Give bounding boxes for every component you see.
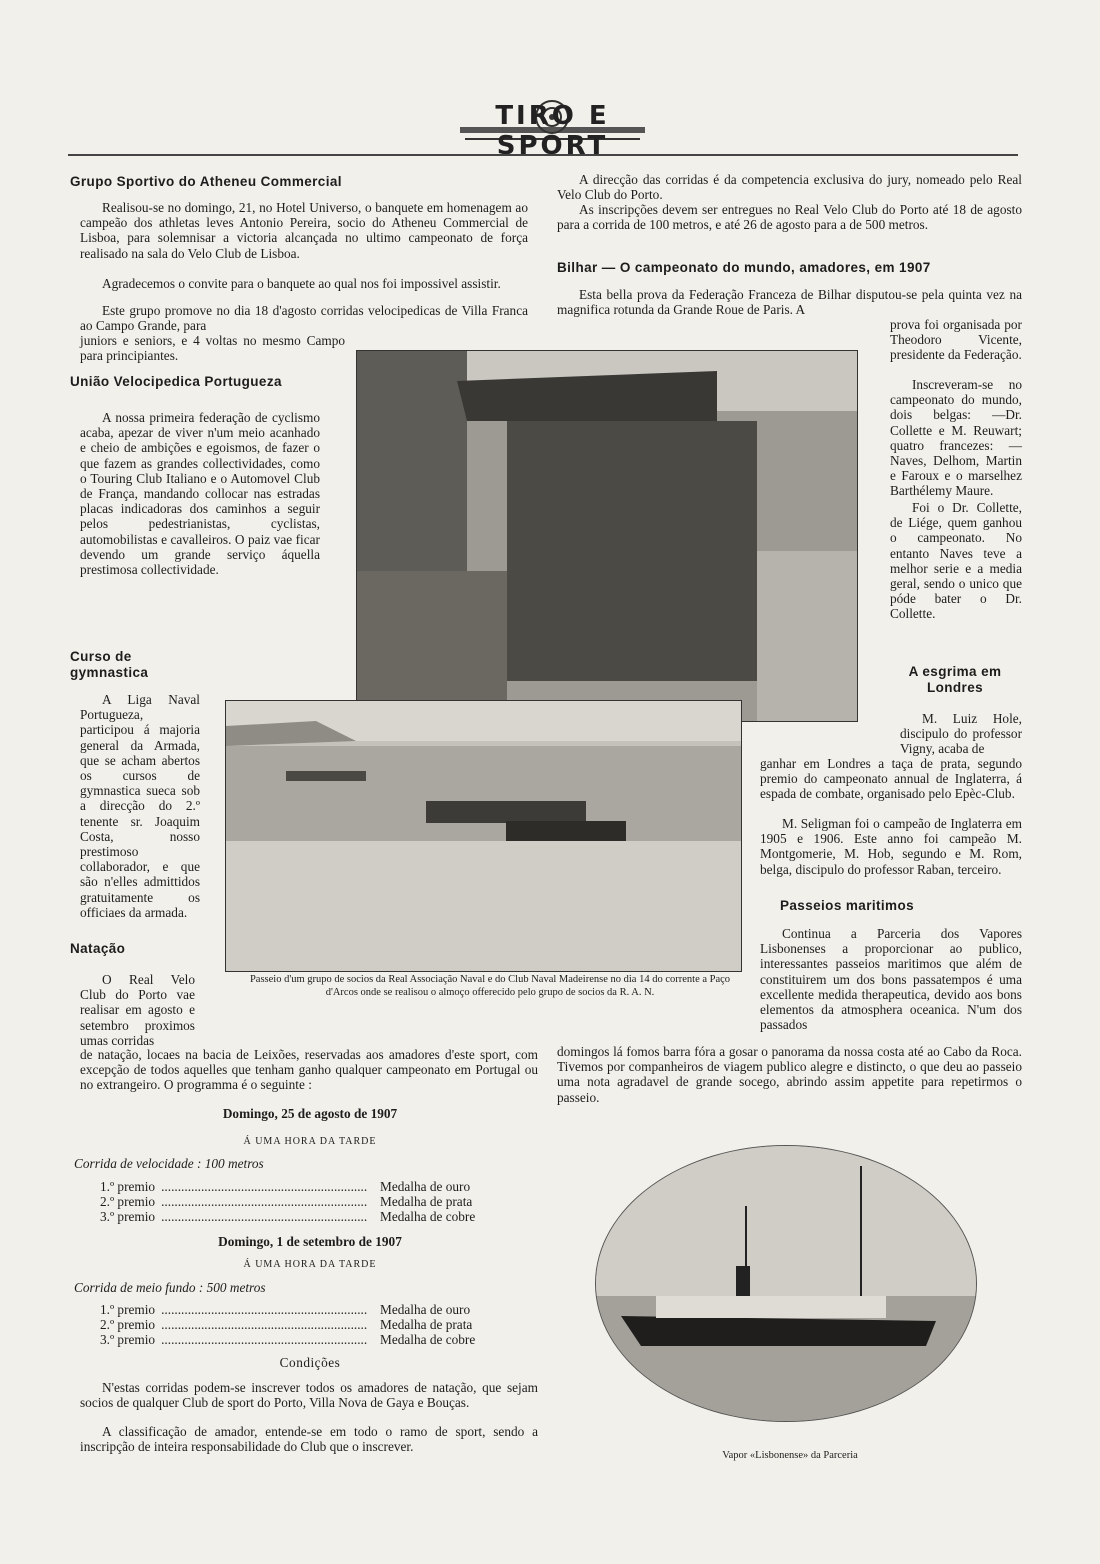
- prize-dots: ..............................................................: [161, 1317, 368, 1332]
- prize-list-1: [100, 1179, 500, 1224]
- para-passeios-b: domingos lá fomos barra fóra a gosar o panorama da nossa costa até ao Cabo da Roca. Tivemos por companheiros de viagem publico alegre e distincto, o que deu ao passeio uma nota agradavel de grande socego, abrindo assim appetite para repetirmos o passeio.: [557, 1044, 1022, 1105]
- para-condicoes-1: N'estas corridas podem-se inscrever todos os amadores de natação, que sejam socios de qualquer Club de sport do Porto, Villa Nova de Gaya e Bouças.: [80, 1380, 538, 1411]
- para-jury: A direcção das corridas é da competencia exclusiva do jury, nomeado pelo Real Velo Club do Porto.: [557, 172, 1022, 203]
- prize-dots: ..............................................................: [161, 1302, 368, 1317]
- prize-place: 2.º premio: [100, 1317, 156, 1332]
- prize-row: [100, 1209, 500, 1224]
- para-atheneu-1: Realisou-se no domingo, 21, no Hotel Universo, o banquete em homenagem ao campeão dos athletas leves Antonio Pereira, socio do Atheneu Commercial de Lisboa, para solemnisar a victoria alcançada no ultimo campeonato de força realisado na sala do Velo Club de Lisboa.: [80, 200, 528, 261]
- para-bilhar-narrow: prova foi organisada por Theodoro Vicente, presidente da Federação.: [890, 317, 1022, 363]
- prize-dots: ..............................................................: [161, 1332, 368, 1347]
- para-esgrima-a: M. Luiz Hole, discipulo do professor Vigny, acaba de: [900, 711, 1022, 757]
- prize-place: 1.º premio: [100, 1302, 156, 1317]
- program-race-1: Corrida de velocidade : 100 metros: [74, 1156, 264, 1171]
- prize-dots: ..............................................................: [161, 1179, 368, 1194]
- prize-row: [100, 1332, 500, 1347]
- heading-uniao: União Velocipedica Portugueza: [70, 374, 282, 389]
- ship-photo: [595, 1145, 977, 1422]
- prize-medal: Medalha de cobre: [380, 1209, 476, 1224]
- boats-photo-image: [226, 701, 741, 971]
- prize-row: [100, 1179, 500, 1194]
- prize-row: [100, 1302, 500, 1317]
- para-gymnastica: A Liga Naval Portugueza, participou á majoria general da Armada, que se acham abertos os cursos de gymnastica sueca sob a direcção do 2.º tenente sr. Joaquim Costa, nosso prestimoso collaborador, e que são n'elles admittidos gratuitamente os officiaes da armada.: [80, 692, 200, 920]
- header-rule: [68, 154, 1018, 156]
- para-esgrima-b: ganhar em Londres a taça de prata, segundo premio do campeonato annual de Inglaterra, á espada de combate, organisado pelo Epèc-Club.: [760, 756, 1022, 802]
- para-bilhar-3: Foi o Dr. Collette, de Liége, quem ganhou o campeonato. No entanto Naves teve a melhor serie e a media geral, sendo o unico que póde bater o Dr. Collette.: [890, 500, 1022, 622]
- heading-natacao: Natação: [70, 941, 126, 956]
- masthead-logo: [455, 95, 650, 161]
- prize-dots: ..............................................................: [161, 1209, 368, 1224]
- heading-atheneu: Grupo Sportivo do Atheneu Commercial: [70, 174, 342, 189]
- program-race-2: Corrida de meio fundo : 500 metros: [74, 1280, 266, 1295]
- para-natacao-b: de natação, locaes na bacia de Leixões, reservadas aos amadores d'este sport, com excepção de todos aquelles que tenham ganho qualquer campeonato em Portugal ou no extrangeiro. O programma é o seguinte :: [80, 1047, 538, 1093]
- para-passeios-a: Continua a Parceria dos Vapores Lisbonenses a proporcionar ao publico, interessantes passeios maritimos que além de constituirem um dos bons passatempos é uma excellente medida therapeutica, devido aos bons elementos da atmosphera oceanica. N'um dos passados: [760, 926, 1022, 1033]
- ship-photo-image: [596, 1146, 976, 1421]
- prize-dots: ..............................................................: [161, 1194, 368, 1209]
- para-atheneu-2: Agradecemos o convite para o banquete ao qual nos foi impossivel assistir.: [102, 276, 501, 291]
- prize-list-2: [100, 1302, 500, 1347]
- prize-medal: Medalha de prata: [380, 1317, 473, 1332]
- group-photo: [356, 350, 858, 722]
- para-bilhar-2: Inscreveram-se no campeonato do mundo, dois belgas: —Dr. Collette e M. Reuwart; quatro francezes: —Naves, Delhom, Martin e Faroux e o marselhez Barthélemy Maure.: [890, 377, 1022, 499]
- caption-ship-photo: Vapor «Lisbonense» da Parceria: [722, 1450, 858, 1461]
- para-condicoes-2: A classificação de amador, entende-se em todo o ramo de sport, sendo a inscripção de inteira responsabilidade do Club que o inscrever.: [80, 1424, 538, 1455]
- prize-medal: Medalha de ouro: [380, 1302, 471, 1317]
- prize-place: 1.º premio: [100, 1179, 156, 1194]
- para-atheneu-3a: Este grupo promove no dia 18 d'agosto corridas velocipedicas de Villa Franca ao Campo Grande, para: [80, 303, 528, 334]
- para-bilhar-top: Esta bella prova da Federação Franceza de Bilhar disputou-se pela quinta vez na magnifica rotunda da Grande Roue de Paris. A: [557, 287, 1022, 318]
- heading-condicoes: Condições: [279, 1355, 341, 1370]
- para-natacao-a: O Real Velo Club do Porto vae realisar em agosto e setembro proximos umas corridas: [80, 972, 195, 1048]
- prize-medal: Medalha de prata: [380, 1194, 473, 1209]
- heading-bilhar: Bilhar — O campeonato do mundo, amadores, em 1907: [557, 260, 931, 275]
- masthead-title: TIRO E SPORT: [495, 101, 610, 161]
- prize-row: [100, 1317, 500, 1332]
- heading-esgrima: A esgrima em Londres: [908, 664, 1002, 695]
- program-day-1: Domingo, 25 de agosto de 1907: [222, 1106, 398, 1121]
- heading-passeios: Passeios maritimos: [780, 898, 915, 913]
- para-uniao: A nossa primeira federação de cyclismo acaba, apezar de viver n'um meio acanhado e cheio de ambições e egoismos, de fazer o que fazem as grandes collectividades, como o Touring Club Italiano e o Automovel Club de França, mandando collocar nas estradas placas indicadoras dos caminhos a seguir pelos pedestrianistas, cyclistas, automobilistas e cavalleiros. O paiz vae ficar devendo um grande serviço áquella prestimosa collectividade.: [80, 410, 320, 578]
- prize-medal: Medalha de ouro: [380, 1179, 471, 1194]
- para-esgrima-2: M. Seligman foi o campeão de Inglaterra em 1905 e 1906. Este anno foi campeão M. Montgomerie, M. Hob, segundo e M. Rom, belga, discipulo do professor Raban, terceiro.: [760, 816, 1022, 877]
- program-time-2: Á UMA HORA DA TARDE: [243, 1259, 377, 1270]
- group-photo-image: [357, 351, 857, 721]
- boats-photo: [225, 700, 742, 972]
- prize-place: 3.º premio: [100, 1209, 156, 1224]
- heading-gymnastica: Curso de gymnastica: [70, 649, 149, 680]
- caption-group-photo: Passeio d'um grupo de socios da Real Associação Naval e do Club Naval Madeirense no dia 14 do corrente a Paço d'Arcos onde se realisou o almoço offerecido pelo grupo de socios da R. A. N.: [249, 974, 731, 998]
- para-inscripcoes: As inscripções devem ser entregues no Real Velo Club do Porto até 18 de agosto para a corrida de 100 metros, e até 26 de agosto para a de 500 metros.: [557, 202, 1022, 233]
- prize-place: 2.º premio: [100, 1194, 156, 1209]
- prize-place: 3.º premio: [100, 1332, 156, 1347]
- program-day-2: Domingo, 1 de setembro de 1907: [218, 1234, 402, 1249]
- para-atheneu-3b: juniors e seniors, e 4 voltas no mesmo Campo para principiantes.: [80, 333, 345, 364]
- prize-row: [100, 1194, 500, 1209]
- prize-medal: Medalha de cobre: [380, 1332, 476, 1347]
- program-time-1: Á UMA HORA DA TARDE: [243, 1136, 377, 1147]
